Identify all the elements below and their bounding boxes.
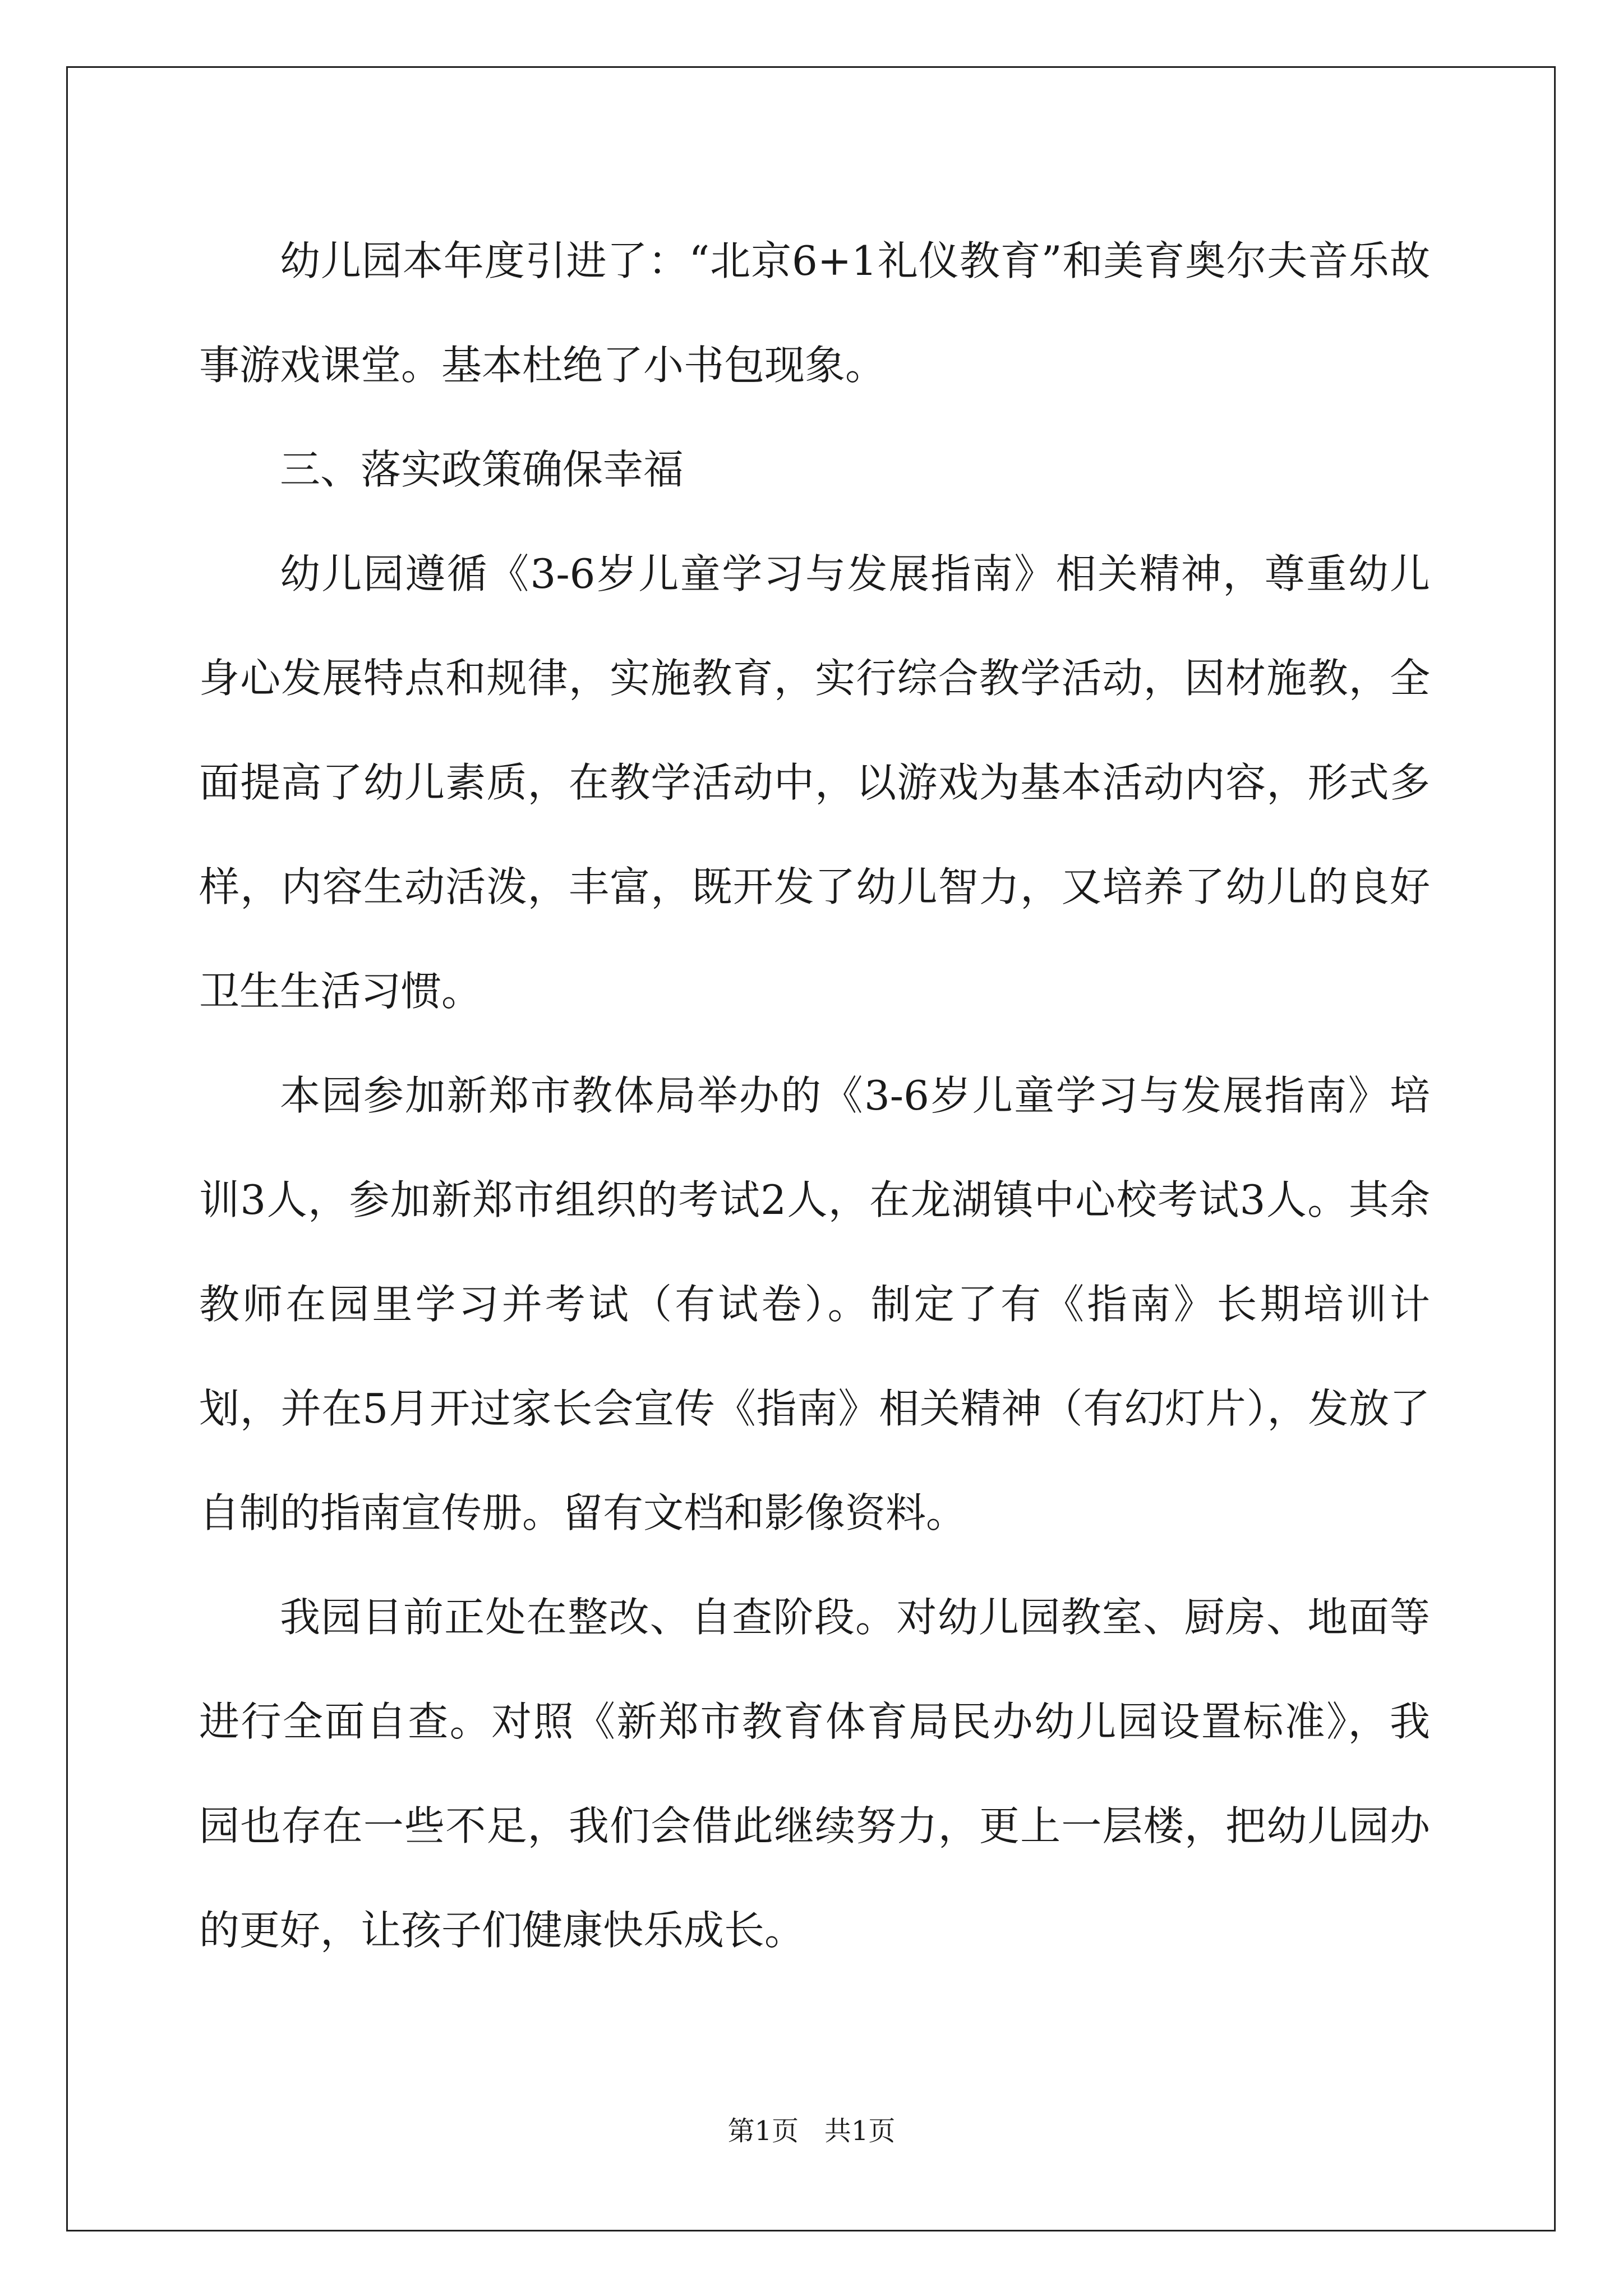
paragraph-intro: 幼儿园本年度引进了：“北京6+1礼仪教育”和美育奥尔夫音乐故事游戏课堂。基本杜绝了小书包现象。	[199, 237, 1430, 389]
section-heading: 三、落实政策确保幸福	[280, 446, 684, 493]
document-body	[199, 209, 1430, 1982]
page-number: 第1页 共1页	[727, 2115, 896, 2147]
paragraph-self-check: 我园目前正处在整改、自查阶段。对幼儿园教室、厨房、地面等进行全面自查。对照《新郑市教育体育局民办幼儿园设置标准》，我园也存在一些不足，我们会借此继续努力，更上一层楼，把幼儿园办的更好，让孩子们健康快乐成长。	[199, 1594, 1430, 1954]
paragraph-training: 本园参加新郑市教体局举办的《3-6岁儿童学习与发展指南》培训3人，参加新郑市组织的考试2人，在龙湖镇中心校考试3人。其余教师在园里学习并考试（有试卷）。制定了有《指南》长期培训计划，并在5月开过家长会宣传《指南》相关精神（有幻灯片），发放了自制的指南宣传册。留有文档和影像资料。	[199, 1072, 1430, 1536]
paragraph-guidelines: 幼儿园遵循《3-6岁儿童学习与发展指南》相关精神，尊重幼儿身心发展特点和规律，实施教育，实行综合教学活动，因材施教，全面提高了幼儿素质，在教学活动中，以游戏为基本活动内容，形式多样，内容生动活泼，丰富，既开发了幼儿智力，又培养了幼儿的良好卫生生活习惯。	[199, 550, 1430, 1015]
